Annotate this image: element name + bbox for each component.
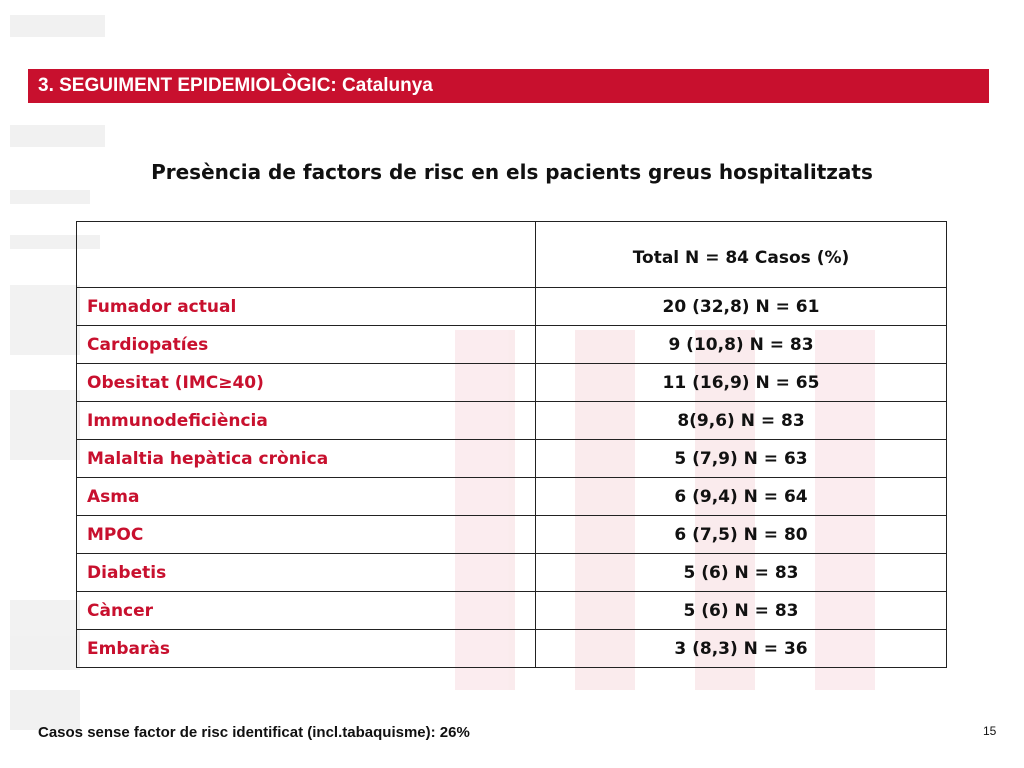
factor-cell: Diabetis bbox=[77, 554, 536, 592]
page-number: 15 bbox=[983, 724, 997, 738]
value-cell: 20 (32,8) N = 61 bbox=[536, 288, 947, 326]
risk-factors-table bbox=[76, 221, 947, 668]
table-row bbox=[77, 516, 947, 554]
factor-cell: Immunodeficiència bbox=[77, 402, 536, 440]
value-cell: 5 (7,9) N = 63 bbox=[536, 440, 947, 478]
factor-cell: Fumador actual bbox=[77, 288, 536, 326]
value-cell: 3 (8,3) N = 36 bbox=[536, 630, 947, 668]
footnote: Casos sense factor de risc identificat (incl.tabaquisme): 26% bbox=[38, 724, 470, 741]
factor-cell: Embaràs bbox=[77, 630, 536, 668]
table-row bbox=[77, 440, 947, 478]
table-row bbox=[77, 326, 947, 364]
empty-header-cell bbox=[77, 222, 536, 288]
slide-title: Presència de factors de risc en els pacients greus hospitalitzats bbox=[151, 160, 873, 184]
table-row bbox=[77, 402, 947, 440]
value-cell: 5 (6) N = 83 bbox=[536, 592, 947, 630]
table-row bbox=[77, 478, 947, 516]
factor-cell: Càncer bbox=[77, 592, 536, 630]
value-cell: 11 (16,9) N = 65 bbox=[536, 364, 947, 402]
factor-cell: MPOC bbox=[77, 516, 536, 554]
table-row bbox=[77, 554, 947, 592]
section-header-bar: 3. SEGUIMENT EPIDEMIOLÒGIC: Catalunya bbox=[28, 69, 989, 103]
value-cell: 6 (9,4) N = 64 bbox=[536, 478, 947, 516]
table-row bbox=[77, 630, 947, 668]
column-header-total: Total N = 84 Casos (%) bbox=[536, 222, 947, 288]
value-cell: 5 (6) N = 83 bbox=[536, 554, 947, 592]
table-row bbox=[77, 364, 947, 402]
table-row bbox=[77, 288, 947, 326]
value-cell: 6 (7,5) N = 80 bbox=[536, 516, 947, 554]
value-cell: 9 (10,8) N = 83 bbox=[536, 326, 947, 364]
factor-cell: Malaltia hepàtica crònica bbox=[77, 440, 536, 478]
value-cell: 8(9,6) N = 83 bbox=[536, 402, 947, 440]
table-row bbox=[77, 592, 947, 630]
table-header-row bbox=[77, 222, 947, 288]
factor-cell: Obesitat (IMC≥40) bbox=[77, 364, 536, 402]
factor-cell: Asma bbox=[77, 478, 536, 516]
factor-cell: Cardiopatíes bbox=[77, 326, 536, 364]
